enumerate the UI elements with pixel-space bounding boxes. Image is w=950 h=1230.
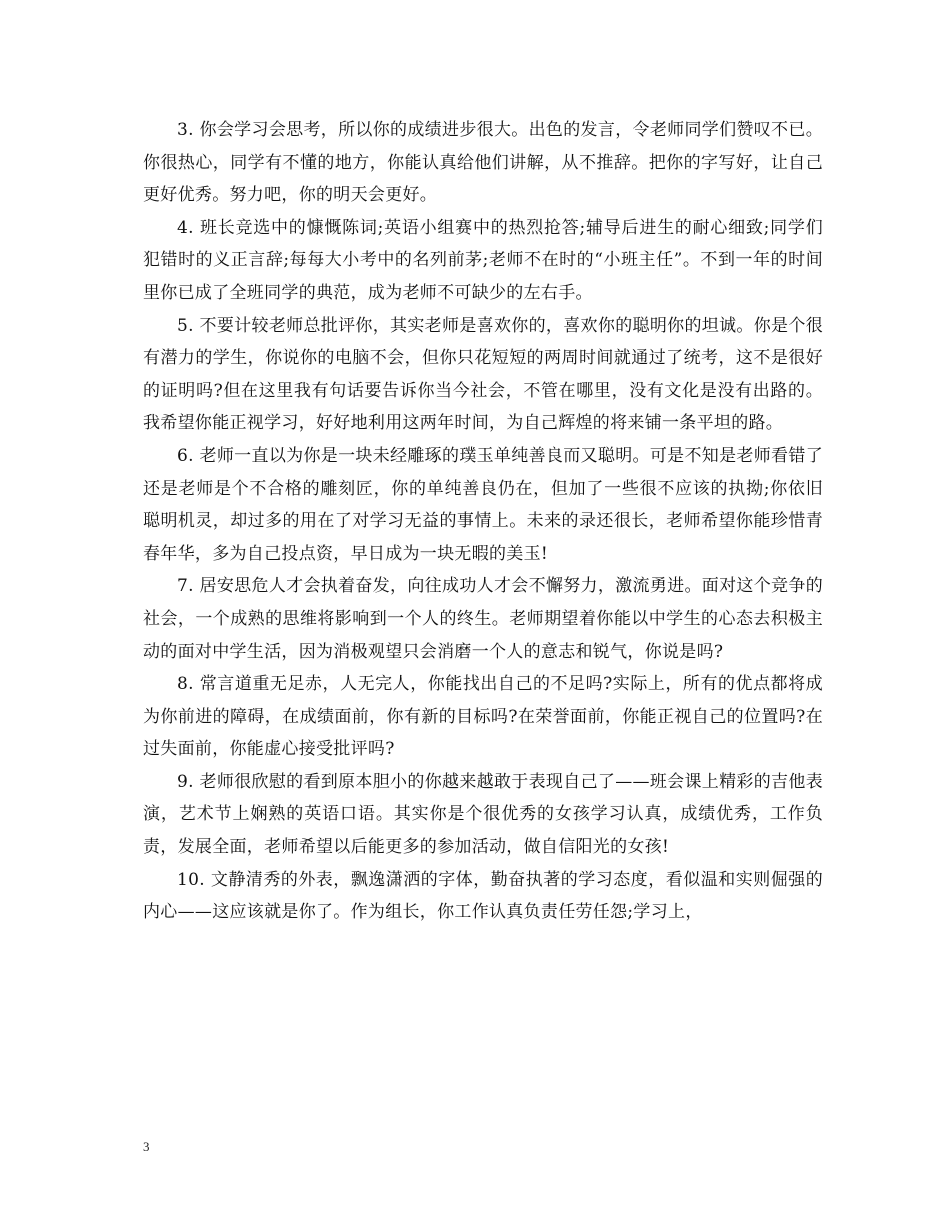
paragraph-item-8: 8. 常言道重无足赤，人无完人，你能找出自己的不足吗?实际上，所有的优点都将成为你前进的障碍，在成绩面前，你有新的目标吗?在荣誉面前，你能正视自己的位置吗?在过失面前，你能虚心接受批评吗?: [143, 674, 823, 760]
page-body: [143, 114, 823, 929]
paragraph-item-6: 6. 老师一直以为你是一块未经雕琢的璞玉单纯善良而又聪明。可是不知是老师看错了还是老师是个不合格的雕刻匠，你的单纯善良仍在，但加了一些很不应该的执拗;你依旧聪明机灵，却过多的用在了对学习无益的事情上。未来的录还很长，老师希望你能珍惜青春年华，多为自己投点资，早日成为一块无暇的美玉!: [143, 445, 823, 564]
paragraph-item-7: 7. 居安思危人才会执着奋发，向往成功人才会不懈努力，激流勇进。面对这个竞争的社会，一个成熟的思维将影响到一个人的终生。老师期望着你能以中学生的心态去积极主动的面对中学生活，因为消极观望只会消磨一个人的意志和锐气，你说是吗?: [143, 576, 823, 662]
paragraph-item-4: 4. 班长竞选中的慷慨陈词;英语小组赛中的热烈抢答;辅导后进生的耐心细致;同学们犯错时的义正言辞;每每大小考中的名列前茅;老师不在时的“小班主任”。不到一年的时间里你已成了全班同学的典范，成为老师不可缺少的左右手。: [143, 217, 823, 303]
paragraph-item-9: 9. 老师很欣慰的看到原本胆小的你越来越敢于表现自己了——班会课上精彩的吉他表演，艺术节上娴熟的英语口语。其实你是个很优秀的女孩学习认真，成绩优秀，工作负责，发展全面，老师希望以后能更多的参加活动，做自信阳光的女孩!: [143, 771, 823, 858]
paragraph-item-5: 5. 不要计较老师总批评你，其实老师是喜欢你的，喜欢你的聪明你的坦诚。你是个很有潜力的学生，你说你的电脑不会，但你只花短短的两周时间就通过了统考，这不是很好的证明吗?但在这里我有句话要告诉你当今社会，不管在哪里，没有文化是没有出路的。我希望你能正视学习，好好地利用这两年时间，为自己辉煌的将来铺一条平坦的路。: [143, 315, 823, 434]
paragraph-item-10: 10. 文静清秀的外表，飘逸潇洒的字体，勤奋执著的学习态度，看似温和实则倔强的内心——这应该就是你了。作为组长，你工作认真负责任劳任怨;学习上，: [143, 869, 823, 923]
paragraph-item-3: 3. 你会学习会思考，所以你的成绩进步很大。出色的发言，令老师同学们赞叹不已。你很热心，同学有不懂的地方，你能认真给他们讲解，从不推辞。把你的字写好，让自己更好优秀。努力吧，你的明天会更好。: [143, 120, 823, 206]
page-number: 3: [143, 1139, 150, 1154]
